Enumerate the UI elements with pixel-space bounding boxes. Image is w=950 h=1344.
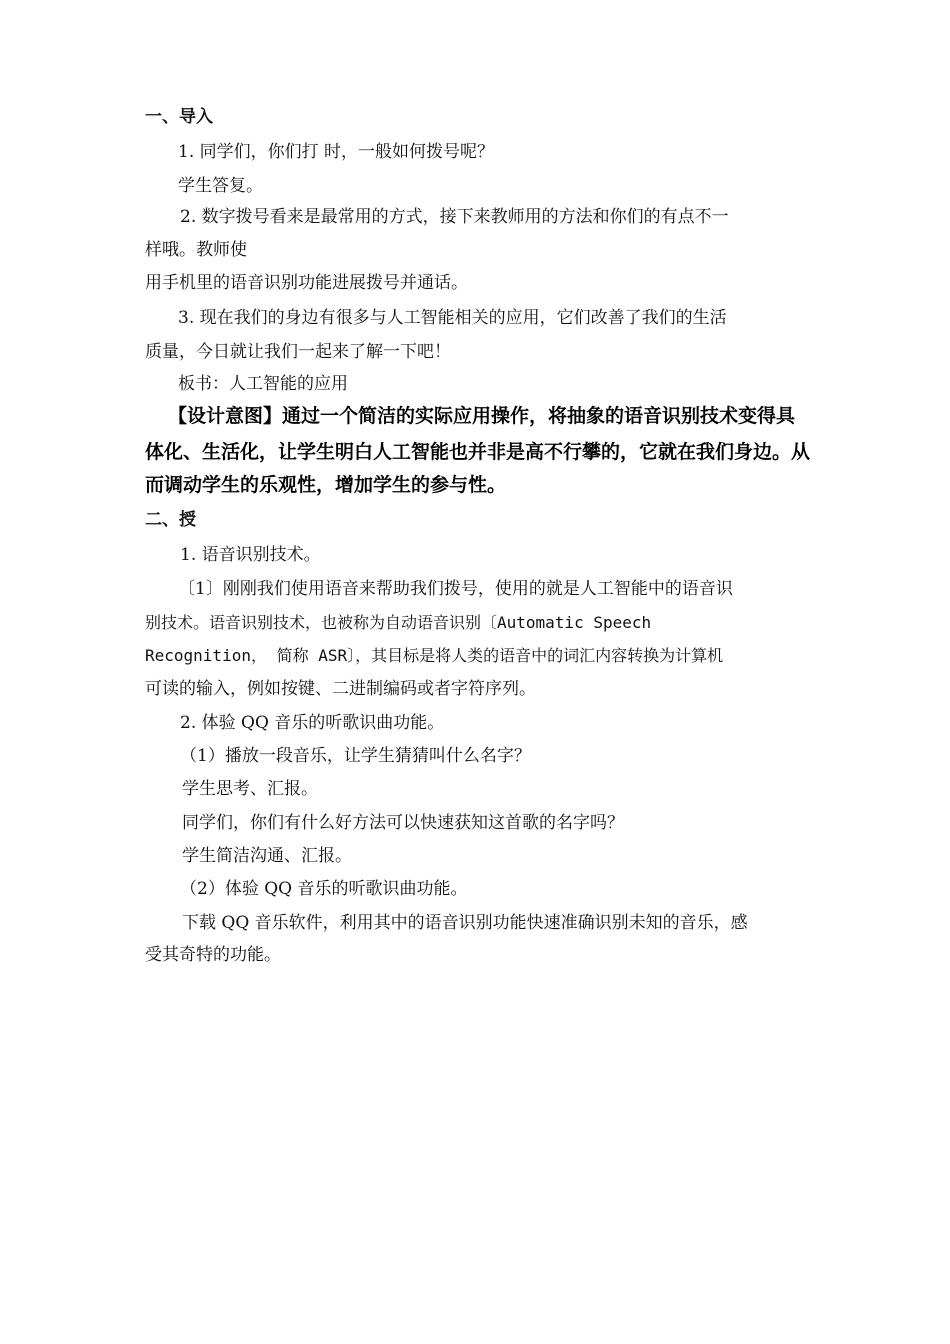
intro-item-2-line-2: 样哦。教师使 [145, 240, 247, 260]
intro-item-3-line-2: 质量，今日就让我们一起来了解一下吧！ [145, 342, 451, 362]
intro-item-3-line-1: 3. 现在我们的身边有很多与人工智能相关的应用，它们改善了我们的生活 [178, 308, 727, 328]
design-intent-line-3: 而调动学生的乐观性，增加学生的参与性。 [145, 474, 507, 496]
question-line: 同学们，你们有什么好方法可以快速获知这首歌的名字吗？ [182, 813, 624, 833]
design-intent-line-1: 【设计意图】通过一个简洁的实际应用操作，将抽象的语音识别技术变得具 [168, 405, 796, 427]
sub-item-1: （1）播放一段音乐，让学生猜猜叫什么名字？ [180, 746, 531, 766]
intro-item-2-line-3: 用手机里的语音识别功能进展拨号并通话。 [145, 273, 468, 293]
asr-paragraph-line-3: Recognition， 简称 ASR〕，其目标是将人类的语音中的词汇内容转换为计算机 [145, 646, 724, 665]
download-paragraph-line-1: 下载 QQ 音乐软件，利用其中的语音识别功能快速准确识别未知的音乐，感 [182, 913, 748, 933]
sub-item-1-answer: 学生思考、汇报。 [182, 779, 318, 799]
intro-item-1-answer: 学生答复。 [178, 176, 263, 196]
asr-paragraph-line-2: 别技术。语音识别技术，也被称为自动语音识别〔Automatic Speech [145, 613, 652, 632]
teaching-item-1: 1. 语音识别技术。 [180, 545, 321, 565]
board-writing: 板书：人工智能的应用 [178, 374, 348, 394]
question-answer: 学生简洁沟通、汇报。 [182, 846, 352, 866]
design-intent-line-2: 体化、生活化，让学生明白人工智能也并非是高不行攀的，它就在我们身边。从 [145, 441, 811, 463]
asr-paragraph-line-1: 〔1〕刚刚我们使用语音来帮助我们拨号，使用的就是人工智能中的语音识 [178, 579, 733, 599]
section-title-teaching: 二、授 [145, 510, 196, 530]
intro-item-1: 1. 同学们，你们打 时，一般如何拨号呢？ [178, 142, 495, 162]
download-paragraph-line-2: 受其奇特的功能。 [145, 945, 281, 965]
sub-item-2: （2）体验 QQ 音乐的听歌识曲功能。 [180, 879, 468, 899]
intro-item-2-line-1: 2. 数字拨号看来是最常用的方式，接下来教师用的方法和你们的有点不一 [180, 207, 729, 227]
teaching-item-2: 2. 体验 QQ 音乐的听歌识曲功能。 [180, 713, 445, 733]
asr-paragraph-line-4: 可读的输入，例如按键、二进制编码或者字符序列。 [145, 679, 536, 699]
section-title-intro: 一、导入 [145, 107, 213, 127]
